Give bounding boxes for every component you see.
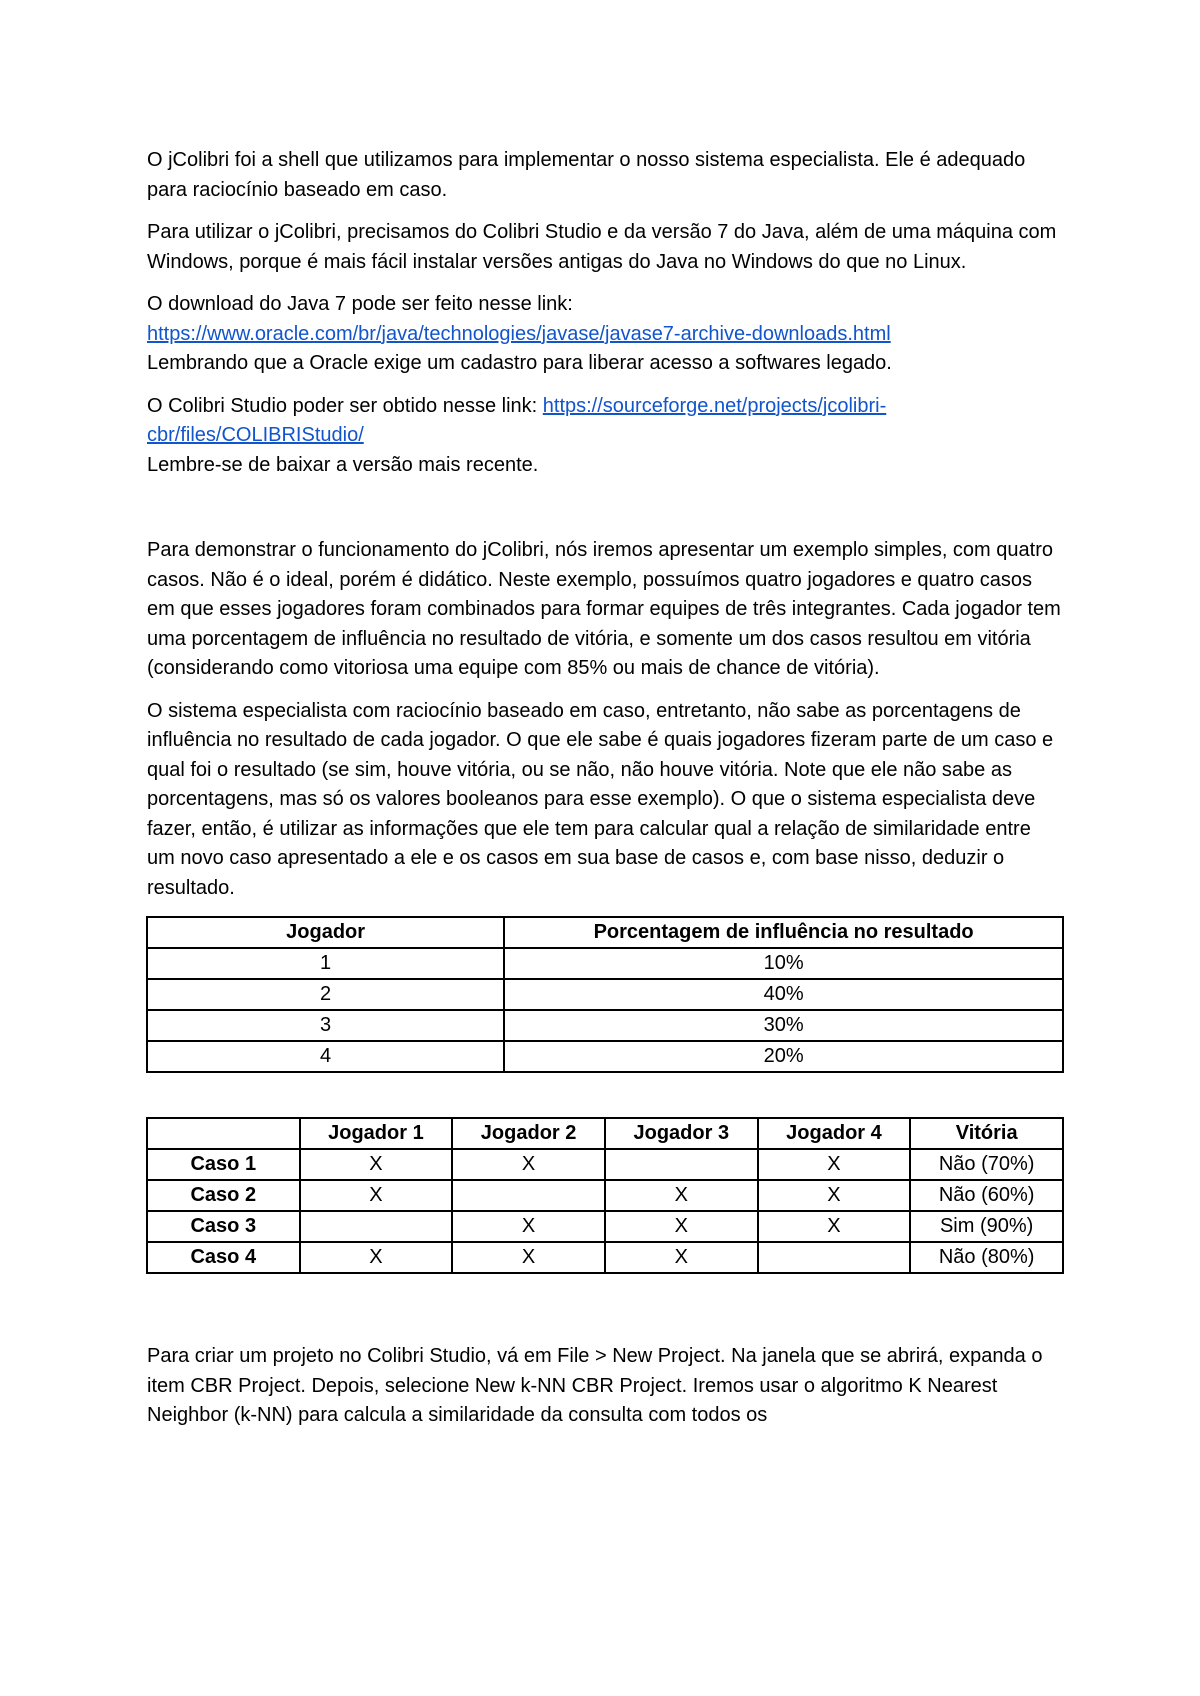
- table-cell: X: [758, 1211, 911, 1242]
- colibri-download-intro: O Colibri Studio poder ser obtido nesse link:: [147, 394, 543, 417]
- table-cell: X: [300, 1149, 453, 1180]
- table-row: [147, 979, 1063, 1010]
- table-row: [147, 1041, 1063, 1072]
- java-download-intro: O download do Java 7 pode ser feito nesse link:: [147, 293, 573, 315]
- table-cell: [758, 1242, 911, 1273]
- table-row: [147, 948, 1063, 979]
- table-cell: X: [452, 1211, 605, 1242]
- table-row: [147, 1149, 1063, 1180]
- paragraph-create-project: Para criar um projeto no Colibri Studio, vá em File > New Project. Na janela que se abrirá, expanda o item CBR Project. Depois, selecione New k-NN CBR Project. Iremos usar o algoritmo K Nearest Neighbor (k-NN) para calcula a similaridade da consulta com todos os: [147, 1345, 1043, 1426]
- document-page: [147, 146, 1063, 1444]
- table-cell: 10%: [504, 948, 1063, 979]
- table-cell: X: [452, 1149, 605, 1180]
- table-cell: Sim (90%): [910, 1211, 1063, 1242]
- paragraph-example: Para demonstrar o funcionamento do jColibri, nós iremos apresentar um exemplo simples, com quatro casos. Não é o ideal, porém é didático. Neste exemplo, possuímos quatro jogadores e quatro casos em que esses jogadores foram combinados para formar equipes de três integrantes. Cada jogador tem uma porcentagem de influência no resultado de vitória, e somente um dos casos resultou em vitória (considerando como vitoriosa uma equipe com 85% ou mais de chance de vitória).: [147, 539, 1061, 679]
- table-cell: X: [605, 1242, 758, 1273]
- table-header-cell: Jogador: [147, 917, 504, 948]
- table-row: [147, 1180, 1063, 1211]
- colibri-download-link[interactable]: https://sourceforge.net/projects/jcolibri-cbr/files/COLIBRIStudio/: [147, 394, 887, 446]
- table-row: [147, 1242, 1063, 1273]
- table-cell: [452, 1180, 605, 1211]
- table-header-cell: Jogador 2: [452, 1118, 605, 1149]
- table-header-row: [147, 917, 1063, 948]
- table-cell: 4: [147, 1041, 504, 1072]
- table-cell: X: [758, 1180, 911, 1211]
- table-cell: X: [605, 1211, 758, 1242]
- java-download-note: Lembrando que a Oracle exige um cadastro para liberar acesso a softwares legado.: [147, 352, 892, 374]
- table-row: [147, 1010, 1063, 1041]
- table-cell: 20%: [504, 1041, 1063, 1072]
- table-cell: X: [300, 1180, 453, 1211]
- table-cell: 3: [147, 1010, 504, 1041]
- table-header-cell: Jogador 1: [300, 1118, 453, 1149]
- blank-line: [147, 1274, 1063, 1342]
- paragraph-java-download: [147, 290, 1063, 379]
- table-cell: 30%: [504, 1010, 1063, 1041]
- row-header-cell: Caso 1: [147, 1149, 300, 1180]
- table-cell: Não (80%): [910, 1242, 1063, 1273]
- table-header-cell: Jogador 3: [605, 1118, 758, 1149]
- table-header-cell: Porcentagem de influência no resultado: [504, 917, 1063, 948]
- table-cell: [300, 1211, 453, 1242]
- row-header-cell: Caso 3: [147, 1211, 300, 1242]
- table-cell: X: [452, 1242, 605, 1273]
- table-row: [147, 1211, 1063, 1242]
- blank-line: [147, 493, 1063, 536]
- table-cell: 40%: [504, 979, 1063, 1010]
- row-header-cell: Caso 2: [147, 1180, 300, 1211]
- table-cell: X: [758, 1149, 911, 1180]
- table-header-row: [147, 1118, 1063, 1149]
- table-header-cell: [147, 1118, 300, 1149]
- paragraph-system-explanation: O sistema especialista com raciocínio baseado em caso, entretanto, não sabe as porcentagens de influência no resultado de cada jogador. O que ele sabe é quais jogadores fizeram parte de um caso e qual foi o resultado (se sim, houve vitória, ou se não, não houve vitória. Note que ele não sabe as porcentagens, mas só os valores booleanos para esse exemplo). O que o sistema especialista deve fazer, então, é utilizar as informações que ele tem para calcular qual a relação de similaridade entre um novo caso apresentado a ele e os casos em sua base de casos e, com base nisso, deduzir o resultado.: [147, 699, 1054, 899]
- table-cell: Não (70%): [910, 1149, 1063, 1180]
- influence-table: [146, 916, 1064, 1073]
- table-header-cell: Jogador 4: [758, 1118, 911, 1149]
- table-cell: X: [300, 1242, 453, 1273]
- table-cell: [605, 1149, 758, 1180]
- paragraph-requirements: Para utilizar o jColibri, precisamos do Colibri Studio e da versão 7 do Java, além de uma máquina com Windows, porque é mais fácil instalar versões antigas do Java no Windows do que no Linux.: [147, 221, 1057, 273]
- java-download-link[interactable]: https://www.oracle.com/br/java/technologies/javase/javase7-archive-downloads.html: [147, 322, 891, 345]
- table-header-cell: Vitória: [910, 1118, 1063, 1149]
- table-cell: Não (60%): [910, 1180, 1063, 1211]
- paragraph-colibri-download: [147, 392, 1063, 481]
- table-cell: 2: [147, 979, 504, 1010]
- colibri-download-note: Lembre-se de baixar a versão mais recente.: [147, 453, 539, 476]
- table-cell: X: [605, 1180, 758, 1211]
- paragraph-intro: O jColibri foi a shell que utilizamos para implementar o nosso sistema especialista. Ele é adequado para raciocínio baseado em caso.: [147, 149, 1026, 201]
- row-header-cell: Caso 4: [147, 1242, 300, 1273]
- table-cell: 1: [147, 948, 504, 979]
- cases-table: [146, 1117, 1064, 1274]
